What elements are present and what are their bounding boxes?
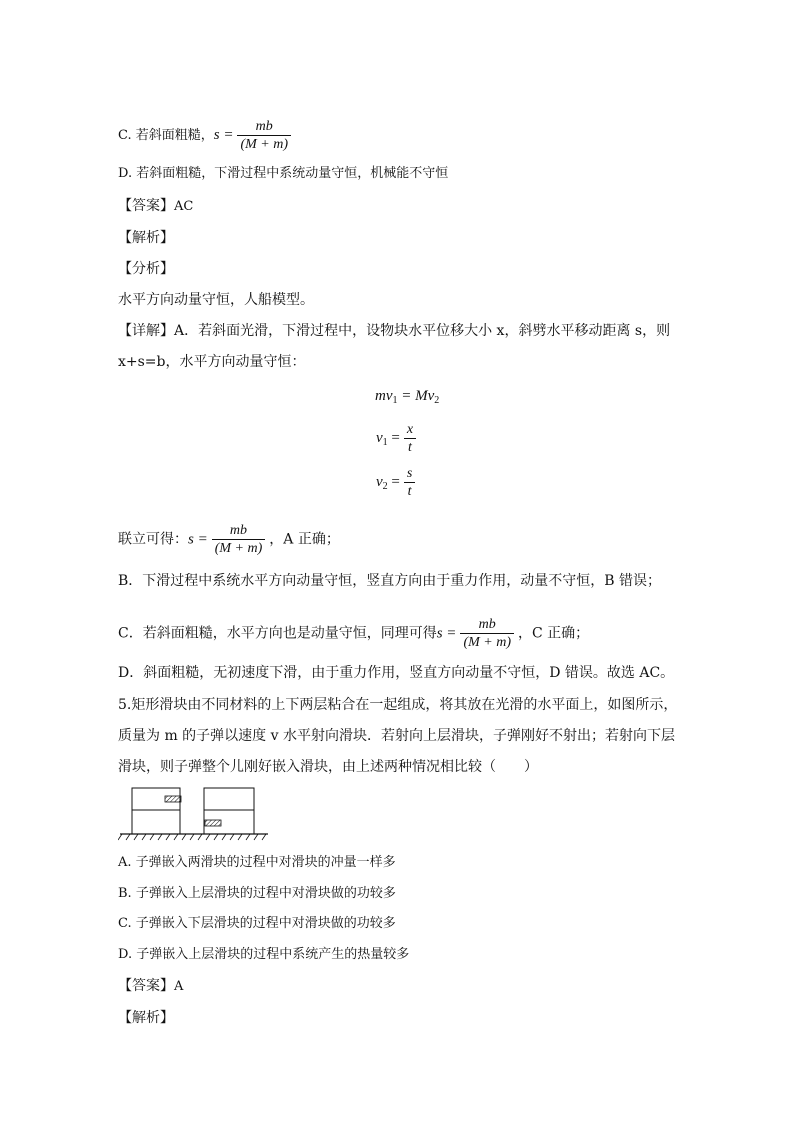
q5-option-b: B. 子弹嵌入上层滑块的过程中对滑块做的功较多 (118, 886, 396, 901)
option-c-text: C. 若斜面粗糙， (118, 128, 214, 143)
answer-value: AC (174, 199, 194, 214)
answer-1 (118, 196, 193, 217)
answer-tag: 【答案】 (118, 198, 174, 214)
q5-option-d: D. 子弹嵌入上层滑块的过程中系统产生的热量较多 (118, 947, 410, 962)
formula-s-lhs: s = (213, 127, 234, 143)
detail-b: B．下滑过程中系统水平方向动量守恒，竖直方向由于重力作用，动量不守恒，B 错误； (118, 573, 662, 589)
fenxi-text: 水平方向动量守恒，人船模型。 (118, 292, 314, 308)
q5-option-a: A. 子弹嵌入两滑块的过程中对滑块的冲量一样多 (118, 855, 396, 870)
ground-hatching (118, 834, 266, 840)
fraction-mb-over-Mm: $\frac{mb}{(M + m)}$ (460, 616, 514, 651)
answer-tag: 【答案】 (118, 978, 174, 994)
option-c-prev (118, 118, 295, 153)
sliding-blocks-figure (118, 786, 270, 842)
question5-line-3: 滑块，则子弹整个儿刚好嵌入滑块，由上述两种情况相比较（ ） (118, 759, 538, 775)
fraction-mb-over-Mm: $\frac{mb}{(M + m)}$ (237, 118, 291, 153)
equation-v1: $v_1$ = $\frac{x}{t}$ (376, 421, 420, 456)
question5-line-1: 5.矩形滑块由不同材料的上下两层粘合在一起组成，将其放在光滑的水平面上，如图所示， (118, 697, 678, 713)
bullet-lower (205, 820, 221, 826)
fraction-mb-over-Mm: $\frac{mb}{(M + m)}$ (212, 522, 266, 557)
analysis-tag-2: 【解析】 (118, 1010, 174, 1026)
option-d-prev: D. 若斜面粗糙，下滑过程中系统动量守恒，机械能不守恒 (118, 166, 449, 181)
detail-d: D．斜面粗糙，无初速度下滑，由于重力作用，竖直方向动量不守恒，D 错误。故选 AC。 (118, 665, 675, 681)
detail-tag: 【详解】 (118, 323, 174, 339)
q5-option-c: C. 子弹嵌入下层滑块的过程中对滑块做的功较多 (118, 916, 396, 931)
detail-line-1: 【详解】A．若斜面光滑，下滑过程中，设物块水平位移大小 x，斜劈水平移动距离 s，则 (118, 323, 671, 339)
question5-line-2: 质量为 m 的子弹以速度 v 水平射向滑块．若射向上层滑块，子弹刚好不射出；若射向下层 (118, 728, 675, 744)
equation-v2: $v_2$ = $\frac{s}{t}$ (376, 465, 419, 500)
answer-2 (118, 976, 183, 997)
detail-c: C．若斜面粗糙，水平方向也是动量守恒，同理可得s = $\frac{mb}{(M + m)}$ ，C 正确； (118, 617, 590, 650)
fraction-s-over-t: $\frac{s}{t}$ (404, 465, 415, 500)
block-left (132, 788, 181, 834)
answer-value: A (174, 979, 184, 994)
block-right (204, 788, 254, 834)
fraction-x-over-t: $\frac{x}{t}$ (404, 421, 416, 456)
analysis-tag: 【解析】 (118, 230, 174, 246)
fenxi-tag: 【分析】 (118, 261, 174, 277)
equation-momentum: $mv_1 = Mv_2$ (375, 388, 440, 406)
detail-line-2: x+s=b，水平方向动量守恒： (118, 354, 306, 370)
bullet-upper (165, 796, 181, 802)
detail-a-result: 联立可得：s = $\frac{mb}{(M + m)}$ ，A 正确； (118, 523, 340, 556)
